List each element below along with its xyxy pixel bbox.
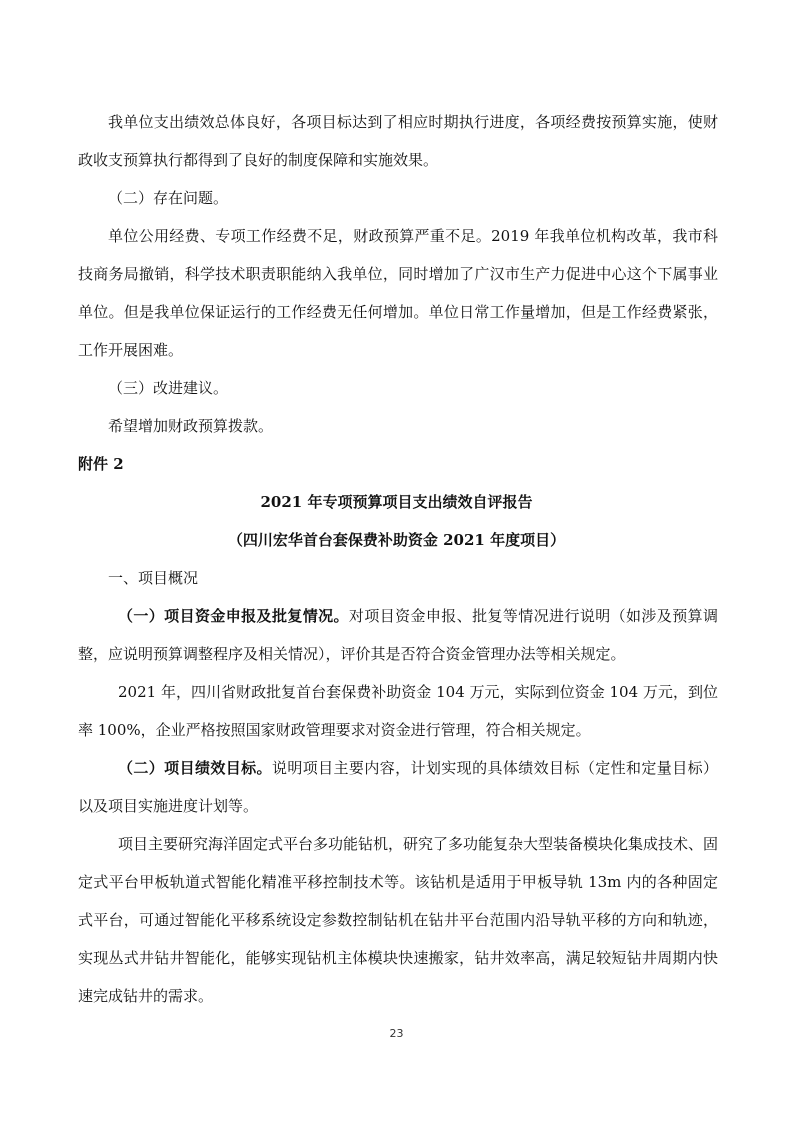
attachment-label: 附件 2	[78, 455, 124, 473]
paragraph-performance-summary: 我单位支出绩效总体良好，各项目标达到了相应时期执行进度，各项经费按预算实施，使财政收支预算执行都得到了良好的制度保障和实施效果。	[78, 113, 718, 169]
item-performance-goals-heading: （二）项目绩效目标。	[118, 759, 272, 777]
heading-suggestions: （三）改进建议。	[108, 379, 229, 397]
item-funding-application-heading: （一）项目资金申报及批复情况。	[118, 607, 349, 625]
paragraph-problems: 单位公用经费、专项工作经费不足，财政预算严重不足。2019 年我单位机构改革，我市科技商务局撤销，科学技术职责职能纳入我单位，同时增加了广汉市生产力促进中心这个下属事业单位。但是我单位保证运行的工作经费无任何增加。单位日常工作量增加，但是工作经费紧张，工作开展困难。	[78, 227, 718, 359]
report-subtitle: （四川宏华首台套保费补助资金 2021 年度项目）	[227, 531, 566, 549]
paragraph-project-content: 项目主要研究海洋固定式平台多功能钻机，研究了多功能复杂大型装备模块化集成技术、固定式平台甲板轨道式智能化精准平移控制技术等。该钻机是适用于甲板导轨 13m 内的各种固定式平台，可通过智能化平移系统设定参数控制钻机在钻井平台范围内沿导轨平移的方向和轨迹，实现丛式井钻井智能化，能够实现钻机主体模块快速搬家，钻井效率高，满足较短钻井周期内快速完成钻井的需求。	[78, 835, 719, 1005]
report-title: 2021 年专项预算项目支出绩效自评报告	[260, 493, 533, 511]
heading-problems: （二）存在问题。	[108, 189, 229, 207]
section-project-overview: 一、项目概况	[108, 569, 199, 587]
page-number: 23	[389, 1027, 404, 1040]
item-performance-goals	[78, 749, 718, 825]
paragraph-funding-status: 2021 年，四川省财政批复首台套保费补助资金 104 万元，实际到位资金 104 万元，到位率 100%，企业严格按照国家财政管理要求对资金进行管理，符合相关规定。	[78, 683, 718, 739]
item-funding-application	[78, 597, 718, 673]
paragraph-suggestions: 希望增加财政预算拨款。	[108, 417, 274, 435]
item-performance-goals-text: 说明项目主要内容，计划实现的具体绩效目标（定性和定量目标）以及项目实施进度计划等。	[78, 759, 718, 815]
item-funding-application-text: 对项目资金申报、批复等情况进行说明（如涉及预算调整，应说明预算调整程序及相关情况），评价其是否符合资金管理办法等相关规定。	[78, 607, 718, 663]
